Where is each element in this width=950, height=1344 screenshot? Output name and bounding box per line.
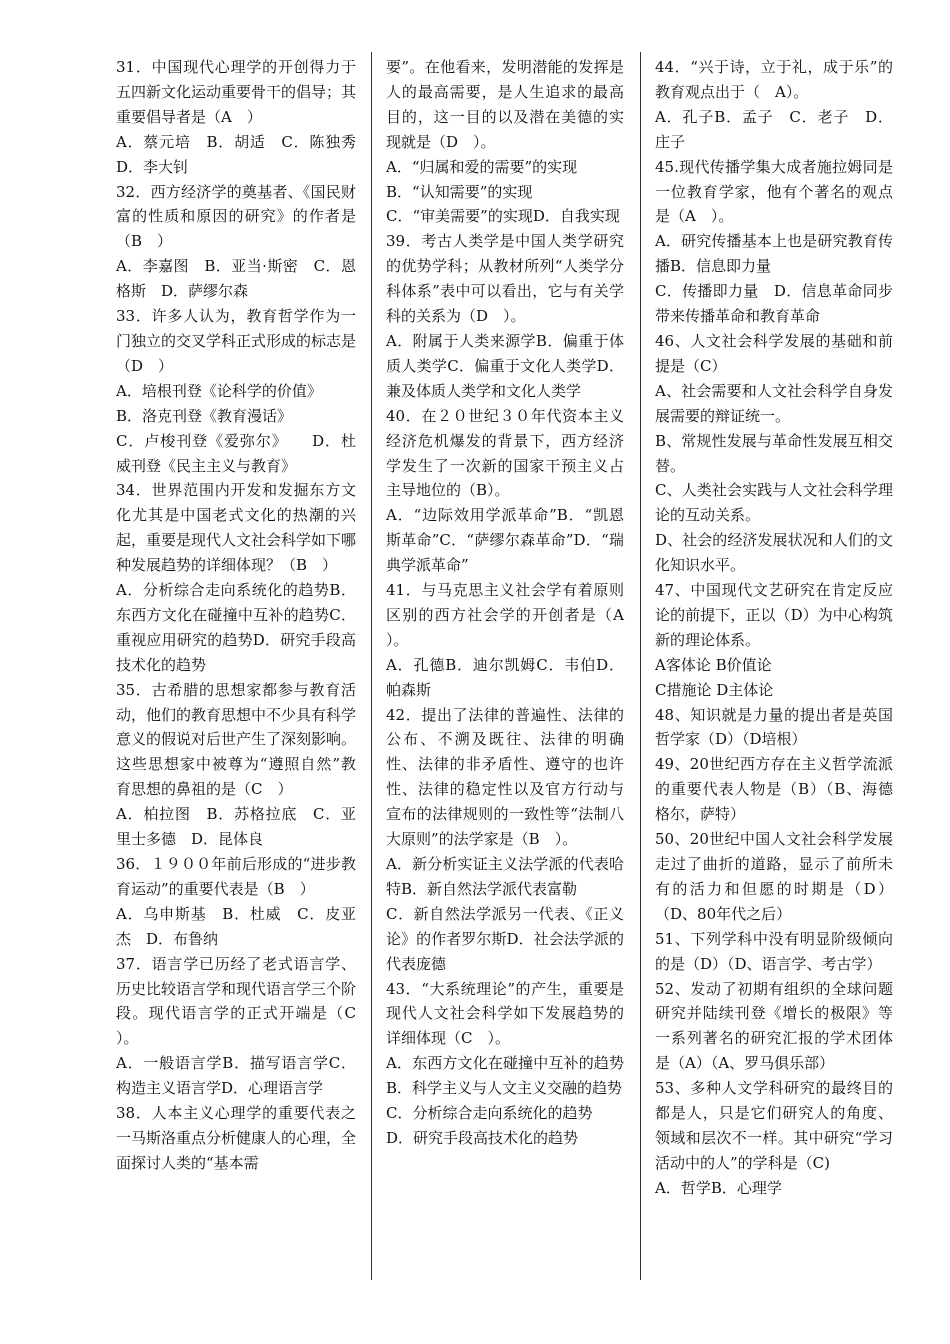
text-paragraph: 53、多种人文学科研究的最终目的都是人，只是它们研究人的角度、领域和层次不一样。其中研究“学习活动中的人”的学科是（C) xyxy=(655,1079,893,1172)
text-paragraph: 32．西方经济学的奠基者、《国民财富的性质和原因的研究》的作者是（B ） xyxy=(116,182,356,251)
text-paragraph: B．“认知需要”的实现 xyxy=(386,182,533,201)
text-paragraph: A．“边际效用学派革命”B．“凯恩斯革命”C．“萨缪尔森革命”D．“瑞典学派革命” xyxy=(386,506,624,575)
text-paragraph: 33．许多人认为，教育哲学作为一门独立的交叉学科正式形成的标志是（D ） xyxy=(116,307,357,375)
text-column-3 xyxy=(655,55,893,1201)
text-paragraph: 35．古希腊的思想家都参与教育活动，他们的教育思想中不少具有科学意义的假说对后世产生了深刻影响。这些思想家中被尊为“遵照自然”教育思想的鼻祖的是（C ） xyxy=(116,680,357,799)
text-paragraph: A．蔡元培 B．胡适 C．陈独秀 D．李大钊 xyxy=(116,132,372,176)
text-paragraph: C．分析综合走向系统化的趋势 xyxy=(386,1104,593,1123)
text-paragraph: 45.现代传播学集大成者施拉姆同是一位教育学家，他有个著名的观点是（A ）。 xyxy=(655,157,893,226)
text-paragraph: A．一般语言学B．描写语言学C．构造主义语言学D．心理语言学 xyxy=(116,1054,356,1098)
text-paragraph: 31．中国现代心理学的开创得力于五四新文化运动重要骨干的倡导；其重要倡导者是（A ） xyxy=(116,58,357,126)
text-paragraph: A．东西方文化在碰撞中互补的趋势B．科学主义与人文主义交融的趋势 xyxy=(386,1054,624,1098)
text-paragraph: A、社会需要和人文社会科学自身发展需要的辩证统一。 xyxy=(655,381,893,425)
text-paragraph: 36．１９００年前后形成的“进步教育运动”的重要代表是（B ） xyxy=(116,855,356,898)
text-paragraph: 51、下列学科中没有明显阶级倾向的是（D）（D、语言学、考古学） xyxy=(655,929,893,973)
text-paragraph: C、人类社会实践与人文社会科学理论的互动关系。 xyxy=(655,481,893,525)
text-paragraph: D．研究手段高技术化的趋势 xyxy=(386,1128,579,1147)
text-paragraph: 47、中国现代文艺研究在肯定反应论的前提下，正以（D）为中心构筑新的理论体系。 xyxy=(655,581,893,649)
text-paragraph: 39．考古人类学是中国人类学研究的优势学科；从教材所列“人类学分科体系”表中可以看出，它与有关学科的关系为（D ）。 xyxy=(386,232,624,326)
text-paragraph: 44．“兴于诗，立于礼，成于乐”的教育观点出于（ A）。 xyxy=(655,58,893,101)
column-divider-2 xyxy=(640,52,641,1280)
text-column-2 xyxy=(386,55,640,1151)
text-paragraph: 42．提出了法律的普遍性、法律的公布、不溯及既往、法律的明确性、法律的非矛盾性、遵守的也许性、法律的稳定性以及官方行动与宣布的法律规则的一致性等“法制八大原则”的法学家是（B ）。 xyxy=(386,705,624,849)
text-paragraph: C措施论 D主体论 xyxy=(655,680,774,699)
column-divider-1 xyxy=(371,52,372,1280)
text-paragraph: A客体论 B价值论 xyxy=(655,655,772,674)
text-paragraph: A．分析综合走向系统化的趋势B．东西方文化在碰撞中互补的趋势C．重视应用研究的趋势D．研究手段高技术化的趋势 xyxy=(116,581,356,674)
text-paragraph: 要”。在他看来，发明潜能的发挥是人的最高需要，是人生追求的最高目的，这一目的以及潜在美德的实现就是（D ）。 xyxy=(386,58,624,151)
text-paragraph: A．柏拉图 B．苏格拉底 C．亚里士多德 D．昆体良 xyxy=(116,805,356,849)
text-paragraph: 41．与马克思主义社会学有着原则区别的西方社会学的开创者是（A ）。 xyxy=(386,581,640,649)
text-paragraph: A．李嘉图 B．亚当·斯密 C．恩格斯 D．萨缪尔森 xyxy=(116,257,356,301)
text-paragraph: 52、发动了初期有组织的全球问题研究并陆续刊登《增长的极限》等一系列著名的研究汇报的学术团体是（A）（A、罗马俱乐部） xyxy=(655,979,893,1073)
text-paragraph: D、社会的经济发展状况和人们的文化知识水平。 xyxy=(655,531,893,575)
text-paragraph: A．培根刊登《论科学的价值》 xyxy=(116,381,322,400)
text-paragraph: 50、20世纪中国人文社会科学发展走过了曲折的道路，显示了前所未有的活力和但愿的时期是（D）（D、80年代之后） xyxy=(655,830,893,923)
text-paragraph: C．新自然法学派另一代表、《正义论》的作者罗尔斯D．社会法学派的代表庞德 xyxy=(386,904,624,973)
text-paragraph: C．传播即力量 D．信息革命同步带来传播革命和教育革命 xyxy=(655,282,893,326)
text-paragraph: A．哲学B．心理学 xyxy=(655,1178,782,1197)
text-paragraph: C．卢梭刊登《爱弥尔》 D．杜威刊登《民主主义与教育》 xyxy=(116,431,356,475)
text-paragraph: 34．世界范围内开发和发掘东方文化尤其是中国老式文化的热潮的兴起，重要是现代人文社会科学如下哪种发展趋势的详细体现？（B ） xyxy=(116,481,357,575)
text-paragraph: A．研究传播基本上也是研究教育传播B．信息即力量 xyxy=(655,232,893,276)
text-paragraph: 49、20世纪西方存在主义哲学流派的重要代表人物是（B）（B、海德格尔，萨特） xyxy=(655,755,893,824)
text-paragraph: A．乌申斯基 B．杜威 C．皮亚杰 D．布鲁纳 xyxy=(116,904,356,948)
text-paragraph: A．孔子B．孟子 C．老子 D．庄子 xyxy=(655,107,893,151)
text-paragraph: B、常规性发展与革命性发展互相交替。 xyxy=(655,431,893,475)
text-paragraph: A．“归属和爱的需要”的实现 xyxy=(386,157,578,176)
text-paragraph: 48、知识就是力量的提出者是英国哲学家（D）（D培根） xyxy=(655,705,893,749)
text-paragraph: 43．“大系统理论”的产生，重要是现代人文社会科学如下发展趋势的详细体现（C ）。 xyxy=(386,979,624,1048)
text-paragraph: A．附属于人类来源学B．偏重于体质人类学C．偏重于文化人类学D．兼及体质人类学和文化人类学 xyxy=(386,331,624,400)
text-column-1 xyxy=(116,55,372,1176)
text-paragraph: C．“审美需要”的实现D．自我实现 xyxy=(386,207,620,226)
text-paragraph: A．新分析实证主义法学派的代表哈特B．新自然法学派代表富勒 xyxy=(386,855,624,898)
text-paragraph: 40．在２０世纪３０年代资本主义经济危机爆发的背景下，西方经济学发生了一次新的国家干预主义占主导地位的（B）。 xyxy=(386,406,624,500)
text-paragraph: B．洛克刊登《教育漫话》 xyxy=(116,406,293,425)
text-paragraph: 38．人本主义心理学的重要代表之一马斯洛重点分析健康人的心理，全面探讨人类的“基本需 xyxy=(116,1104,357,1172)
text-paragraph: A．孔德B．迪尔凯姆C．韦伯D．帕森斯 xyxy=(386,655,624,699)
text-paragraph: 37．语言学已历经了老式语言学、历史比较语言学和现代语言学三个阶段。现代语言学的正式开端是（C ）。 xyxy=(116,954,372,1048)
text-paragraph: 46、人文社会科学发展的基础和前提是（C） xyxy=(655,331,893,375)
